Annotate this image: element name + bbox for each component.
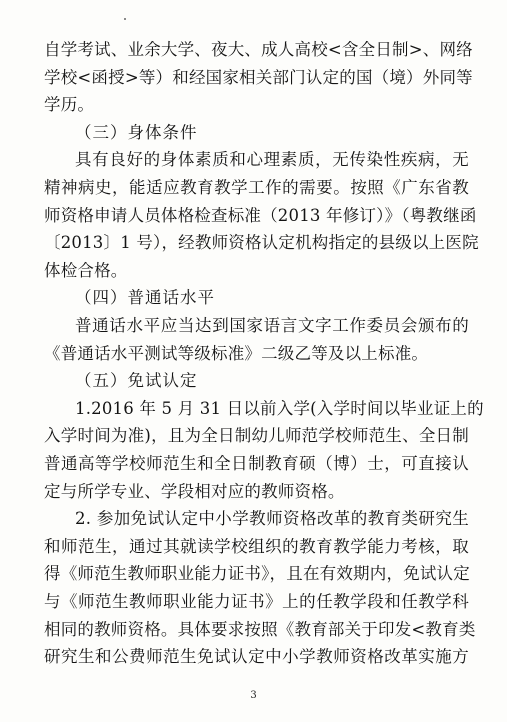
text-line: 2. 参加免试认定中小学教师资格改革的教育类研究生 bbox=[75, 509, 469, 529]
text-line: 体检合格。 bbox=[44, 260, 128, 280]
text-line: 普通话水平应当达到国家语言文字工作委员会颁布的 bbox=[75, 316, 469, 335]
text-line: 定与所学专业、学段相对应的教师资格。 bbox=[44, 481, 345, 501]
text-line: 学历。 bbox=[44, 95, 95, 115]
page-number: 3 bbox=[250, 690, 257, 701]
text-line: 《普通话水平测试等级标准》二级乙等及以上标准。 bbox=[44, 343, 429, 363]
text-line: 师资格申请人员体格检查标准（2013 年修订）》（粤教继函 bbox=[44, 205, 477, 225]
text-line: 1.2016 年 5 月 31 日以前入学(入学时间以毕业证上的 bbox=[75, 398, 484, 418]
text-line: 相同的教师资格。具体要求按照《教育部关于印发<教育类 bbox=[44, 619, 476, 639]
text-line: 〔2013〕1 号），经教师资格认定机构指定的县级以上医院 bbox=[44, 233, 479, 253]
section-heading: （四）普通话水平 bbox=[75, 288, 215, 308]
text-line: 和师范生，通过其就读学校组织的教育教学能力考核，取 bbox=[44, 536, 469, 556]
text-line: 精神病史，能适应教育教学工作的需要。按照《广东省教 bbox=[44, 178, 469, 197]
text-line: 入学时间为准)，且为全日制幼儿师范学校师范生、全日制 bbox=[44, 426, 469, 446]
text-line: 学校<函授>等）和经国家相关部门认定的国（境）外同等 bbox=[44, 67, 473, 87]
text-line: 具有良好的身体素质和心理素质，无传染性疾病，无 bbox=[75, 150, 469, 170]
text-line: 普通高等学校师范生和全日制教育硕（博）士，可直接认 bbox=[44, 454, 469, 473]
text-line: 研究生和公费师范生免试认定中小学教师资格改革实施方 bbox=[44, 647, 469, 667]
section-heading: （三）身体条件 bbox=[75, 122, 198, 142]
section-heading: （五）免试认定 bbox=[75, 371, 198, 391]
text-line: 得《师范生教师职业能力证书》，且在有效期内，免试认定 bbox=[44, 564, 470, 584]
text-line: 自学考试、业余大学、夜大、成人高校<含全日制>、网络 bbox=[44, 40, 473, 59]
text-line: 与《师范生教师职业能力证书》上的任教学段和任教学科 bbox=[44, 592, 469, 611]
